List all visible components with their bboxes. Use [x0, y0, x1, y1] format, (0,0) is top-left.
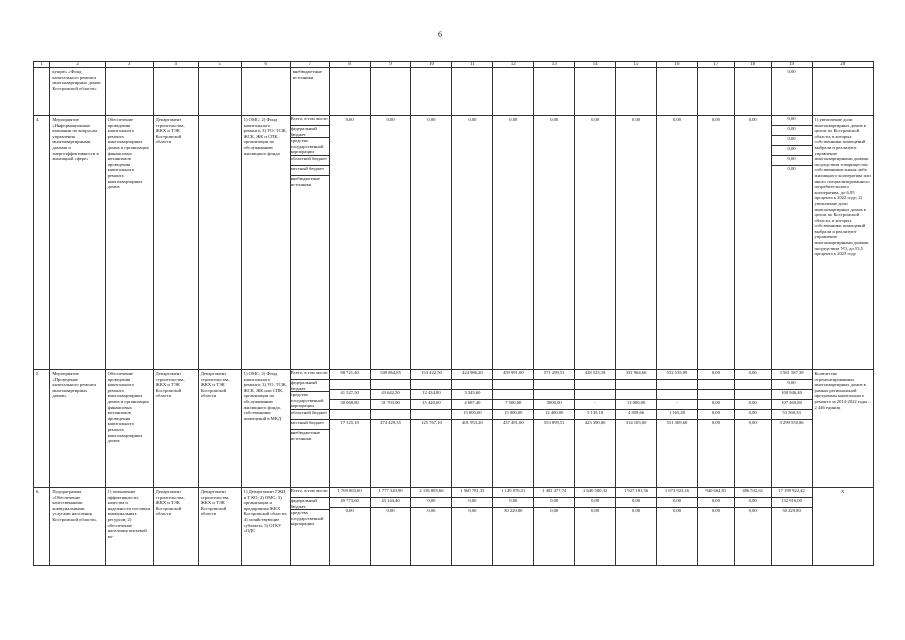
cell-participants: 1) ОМС; 2) Фонд капитального ремонта; 3) УО, ТСЖ, ЖСК, ЖК и СПК, организации по обслуживанию жилищного фонда [241, 116, 290, 370]
value: 1 165,49 [657, 410, 697, 420]
value: 0,00 [735, 498, 771, 508]
cell-total [771, 116, 812, 370]
source-label: федеральный бюджет [291, 380, 329, 392]
total-value: 0,00 [787, 166, 796, 171]
value: 1 927 181,56 [616, 488, 656, 498]
value: 331 964,66 [616, 370, 656, 380]
cell-source: внебюджетные источники [290, 68, 329, 116]
source-label: федеральный бюджет [291, 498, 329, 510]
value [616, 380, 656, 390]
value [330, 380, 370, 390]
total-value: 0,00 [772, 380, 812, 390]
source-label: Всего, в том числе: [291, 116, 329, 126]
value: - [657, 400, 697, 410]
cell-total: 0,00 [771, 68, 812, 116]
cell-value-col17 [697, 488, 734, 566]
value: 15 000,00 [452, 410, 492, 420]
cell-value-col10 [411, 370, 452, 488]
total-value: 100 946,40 [772, 390, 812, 400]
cell-value-col9 [370, 370, 411, 488]
value: 49 773,60 [330, 498, 370, 508]
value: 0,00 [735, 400, 771, 410]
value: 0,00 [711, 420, 720, 425]
value: 31 703,00 [371, 400, 411, 410]
value: 549 864,85 [371, 370, 411, 380]
value: 553 899,51 [543, 420, 565, 425]
total-value: 3 299 550,86 [779, 420, 804, 425]
value: 4 687,40 [452, 400, 492, 410]
value: 552 535,09 [657, 370, 697, 380]
value [493, 380, 533, 390]
cell-value-col12 [493, 488, 534, 566]
cell-value-col8 [329, 370, 370, 488]
cell-value: 0,00 [697, 116, 734, 370]
cell-value: 0,00 [452, 116, 493, 370]
value: 940 664,81 [698, 488, 734, 498]
cell-result: 1) увеличение доли многоквартирных домов в целом по Костромской области, в которых собственники помещений выбрали и реализуют управление многоквартирными домами посредством товарищества собственников жилья либо жилищного кооператива или иного специализированного потребительского кооператива, до 6,95 процента к 2022 году; 2) увеличение доли многоквартирных домов в целом по Костромской области, в которых собственники помещений выбрали и реализуют управление многоквартирными домами посредством УО, до 53,5 процента к 2023 году [812, 116, 873, 370]
value: 0,00 [748, 420, 757, 425]
value: 486 532,61 [735, 488, 771, 498]
value: 50 229,80 [504, 508, 523, 513]
value: 0,00 [657, 498, 697, 508]
value: 0,00 [735, 410, 771, 420]
cell-value: 0,00 [329, 116, 370, 370]
value: 474 429,35 [380, 420, 401, 425]
total-value: 3 561 587,39 [772, 370, 812, 380]
cell-responsible: Департамент строительства, ЖКХ и ТЭК Костромской области [153, 488, 198, 566]
value [735, 390, 771, 400]
value: - [575, 400, 615, 410]
cell-coexecutor: Департамент строительства, ЖКХ и ТЭК Костромской области [198, 370, 241, 488]
value: 0,00 [575, 498, 615, 508]
value: 0,06 [735, 370, 771, 380]
source-label: Всего, в том числе: [291, 370, 329, 380]
cell-responsible: Департамент строительства, ЖКХ и ТЭК Костромской области [153, 116, 198, 370]
value [534, 390, 574, 400]
cell-value-col9 [370, 488, 411, 566]
value: 12 434,80 [411, 390, 451, 400]
table-row [34, 116, 874, 370]
col-header: 9 [370, 62, 411, 68]
cell-value: 0,00 [734, 116, 771, 370]
value: 13 000,00 [616, 400, 656, 410]
value: 0,00 [534, 498, 574, 508]
total-value: 53 560,33 [772, 410, 812, 420]
value: 0,00 [698, 370, 734, 380]
value [452, 380, 492, 390]
cell-value-col18 [734, 370, 771, 488]
cell-total [771, 488, 812, 566]
value: 0,00 [452, 498, 492, 508]
col-header: 2 [50, 62, 105, 68]
col-header: 5 [198, 62, 241, 68]
row-number: 5. [34, 370, 50, 488]
cell-value: 0,00 [370, 116, 411, 370]
value: 30 068,80 [330, 400, 370, 410]
source-label: внебюджетные источники [290, 175, 321, 187]
value: 0,00 [591, 508, 600, 513]
value: 43 642,50 [371, 390, 411, 400]
value: 3 345,60 [452, 390, 492, 400]
row-number: 6. [34, 488, 50, 566]
value: 0,00 [698, 410, 734, 420]
cell-description: кущие» «Фонд капитального ремонта многоквартирных домов Костромской области» [50, 68, 105, 116]
program-table [33, 61, 874, 566]
cell-coexecutor [198, 116, 241, 370]
cell-value-col17 [697, 370, 734, 488]
source-label: местный бюджет [291, 420, 329, 430]
value: 5000,00 [534, 400, 574, 410]
cell-result: X [812, 488, 873, 566]
cell-goal: Обеспечение проведения капитального ремонта многоквартирных домов и организация финансовых механизмов проведения капитального ремонта многоквартирных домов [105, 116, 153, 370]
value [657, 380, 697, 390]
cell-goal: Обеспечение проведения капитального ремонта многоквартирных домов и организация финансовых механизмов проведения капитального ремонта многоквартирных домов [105, 370, 153, 488]
value: 428 525,18 [575, 370, 615, 380]
total-value: 0,00 [772, 136, 812, 146]
cell-value-col15 [616, 488, 657, 566]
row-number: 4. [34, 116, 50, 370]
value [411, 380, 451, 390]
value: 571 299,51 [534, 370, 574, 380]
value: 314 105,00 [625, 420, 647, 425]
col-header: 16 [657, 62, 698, 68]
value: 0,00 [411, 498, 451, 508]
table-row [34, 488, 874, 566]
value: 15 420,60 [411, 400, 451, 410]
value: 0,00 [632, 508, 641, 513]
value: 0,00 [616, 498, 656, 508]
value: 88 721,40 [330, 370, 370, 380]
value [575, 390, 615, 400]
value: 401 953,20 [462, 420, 483, 425]
col-header: 7 [290, 62, 329, 68]
total-value: 0,00 [772, 146, 812, 156]
cell-value-col11 [452, 370, 493, 488]
cell-value-col18 [734, 488, 771, 566]
value [616, 390, 656, 400]
cell-value-col13 [534, 488, 575, 566]
cell-value-col10 [411, 488, 452, 566]
cell-sources [290, 488, 329, 566]
value: 0,00 [550, 508, 559, 513]
value: 0,00 [345, 508, 354, 513]
cell-result: Количество отремонтированных многоквартирных домов в рамках региональной программы капитального ремонта за 2014-2022 годы – 2 446 единиц [812, 370, 873, 488]
value: 2 156 805,66 [411, 488, 451, 498]
value: 2 640 500,32 [575, 488, 615, 498]
cell-measure: Мероприятие «Проведение капитального ремонта многоквартирных домов» [50, 370, 105, 488]
col-header: 1 [34, 62, 50, 68]
value: 459 991,00 [493, 370, 533, 380]
value: 153 422,50 [411, 370, 451, 380]
cell-value-col15 [616, 370, 657, 488]
cell-responsible: Департамент строительства, ЖКХ и ТЭК Костромской области [153, 370, 198, 488]
col-header: 11 [452, 62, 493, 68]
table-row [34, 68, 874, 116]
value: 41 527,50 [330, 390, 370, 400]
total-value: 17 199 922,42 [772, 488, 812, 498]
cell-value-col16 [657, 488, 698, 566]
value [575, 380, 615, 390]
value: 0,00 [468, 508, 477, 513]
total-value: 0,00 [772, 126, 812, 136]
value: 0,00 [386, 508, 395, 513]
cell-participants: 1) ОМС; 2) Фонд капитального ремонта; 3) УО, ТСЖ, ЖСК, ЖК или СПК, организации по обслуживанию жилищного фонда, собственники помещений в МКД [241, 370, 290, 488]
total-value: 132 916,00 [772, 498, 812, 508]
col-header: 10 [411, 62, 452, 68]
value [411, 410, 451, 420]
value: 1 560 781,35 [452, 488, 492, 498]
cell-measure: Мероприятие «Информационные кампании по вопросам управления многоквартирными домами и энергоэффективности в жилищной сфере» [50, 116, 105, 370]
value: 1 673 923,16 [657, 488, 697, 498]
value: 7 500,00 [493, 400, 533, 410]
source-label: внебюджетные источники [290, 429, 321, 441]
value [493, 390, 533, 400]
cell-value-col16 [657, 370, 698, 488]
value: 0,00 [698, 498, 734, 508]
value [698, 380, 734, 390]
col-header: 3 [105, 62, 153, 68]
cell-value-col13 [534, 370, 575, 488]
value: 17 125,10 [340, 420, 359, 425]
col-header: 8 [329, 62, 370, 68]
total-value: 0,00 [772, 116, 812, 126]
value [735, 380, 771, 390]
cell-goal: 1) повышение эффективности, качества и надежности поставки коммунальных ресурсов; 2) обеспечение населения питьевой во- [105, 488, 153, 566]
source-label: средства государственной корпорации [291, 138, 329, 156]
col-header: 13 [534, 62, 575, 68]
cell-value-col8 [329, 488, 370, 566]
cell-total [771, 370, 812, 488]
cell-value: 0,00 [657, 116, 698, 370]
value: 1 149 076,31 [493, 488, 533, 498]
cell-sources [290, 116, 329, 370]
col-header: 18 [734, 62, 771, 68]
cell-coexecutor: Департамент строительства, ЖКХ и ТЭК Костромской области [198, 488, 241, 566]
col-header: 14 [575, 62, 616, 68]
cell-value: 0,00 [493, 116, 534, 370]
total-value: 50 229,80 [782, 508, 801, 513]
value [534, 380, 574, 390]
source-label: областной бюджет [291, 156, 329, 166]
cell-value: 0,00 [575, 116, 616, 370]
cell-measure: Подпрограмма «Обеспечение качественными коммунальными услугами населения Костромской области» [50, 488, 105, 566]
cell-value-col11 [452, 488, 493, 566]
value: 15 000,00 [493, 410, 533, 420]
value: 423 390,00 [584, 420, 606, 425]
value: 1 769 863,60 [330, 488, 370, 498]
value [371, 410, 411, 420]
value: 551 369,60 [666, 420, 688, 425]
table-row [34, 370, 874, 488]
value [330, 410, 370, 420]
value: 12 400,00 [534, 410, 574, 420]
cell-value: 0,00 [616, 116, 657, 370]
total-value: 107 469,80 [772, 400, 812, 410]
value: 0,00 [427, 508, 436, 513]
source-label: средства государственной корпорации [290, 510, 324, 527]
source-label: федеральный бюджет [291, 126, 329, 138]
value [698, 390, 734, 400]
value: 43 144,40 [371, 498, 411, 508]
value: 0,00 [698, 400, 734, 410]
value [371, 380, 411, 390]
value: 437 491,00 [502, 420, 524, 425]
cell-value-col14 [575, 370, 616, 488]
value: 5 135,18 [575, 410, 615, 420]
total-value: 0,00 [772, 156, 812, 166]
value: 125 767,10 [421, 420, 442, 425]
col-header: 12 [493, 62, 534, 68]
source-label: областной бюджет [291, 410, 329, 420]
cell-value-col12 [493, 370, 534, 488]
source-label: местный бюджет [291, 166, 329, 176]
value: 424 986,20 [452, 370, 492, 380]
page-number: 6 [438, 30, 442, 39]
cell-participants: 1) Департамент ГЖЦ и Т КО; 2) ОМС; 3) организации и предприятия ЖКХ Костромской области; 4) хозяйствующие субъекты; 5) ОГКУ «ОДС [241, 488, 290, 566]
col-header: 15 [616, 62, 657, 68]
col-header: 19 [771, 62, 812, 68]
col-header: 4 [153, 62, 198, 68]
cell-value: 0,00 [411, 116, 452, 370]
cell-value-col14 [575, 488, 616, 566]
value: 0,00 [493, 498, 533, 508]
col-header: 17 [697, 62, 734, 68]
value: 0,00 [672, 508, 681, 513]
source-label: средства государственной корпорации [291, 392, 329, 410]
value: 0,00 [711, 508, 720, 513]
value: 0,00 [748, 508, 757, 513]
cell-sources [290, 370, 329, 488]
value [657, 390, 697, 400]
value: 1 402 477,74 [534, 488, 574, 498]
col-header: 6 [241, 62, 290, 68]
source-label: Всего, в том числе: [291, 488, 329, 498]
value: 1 777 320,90 [371, 488, 411, 498]
cell-value: 0,00 [534, 116, 575, 370]
value: 4 859,66 [616, 410, 656, 420]
col-header: 20 [812, 62, 873, 68]
